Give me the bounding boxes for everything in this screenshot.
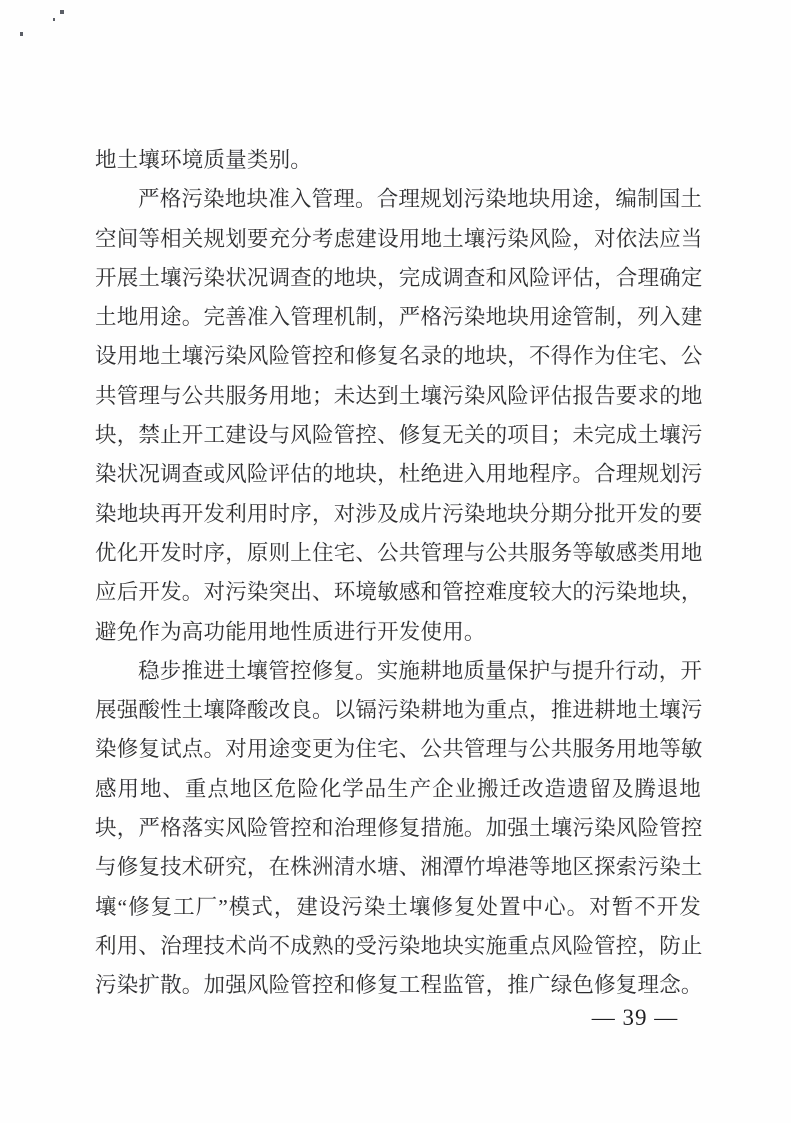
body-text-line: 利用、治理技术尚不成熟的受污染地块实施重点风险管控，防止 [95, 933, 703, 958]
body-text-line: 稳步推进土壤管控修复。实施耕地质量保护与提升行动，开 [138, 658, 703, 683]
body-text-line: 地土壤环境质量类别。 [95, 148, 313, 172]
body-text-line: 与修复技术研究，在株洲清水塘、湘潭竹埠港等地区探索污染土 [95, 855, 703, 880]
body-text-line: 避免作为高功能用地性质进行开发使用。 [95, 619, 486, 644]
body-text-line: 污染扩散。加强风险管控和修复工程监管，推广绿色修复理念。 [95, 973, 703, 998]
body-text-line: 感用地、重点地区危险化学品生产企业搬迁改造遗留及腾退地 [95, 776, 701, 801]
body-text-line: 块，严格落实风险管控和治理修复措施。加强土壤污染风险管控 [95, 816, 703, 841]
body-text-line: 展强酸性土壤降酸改良。以镉污染耕地为重点，推进耕地土壤污 [95, 698, 703, 723]
body-text-line: 开展土壤污染状况调查的地块，完成调查和风险评估，合理确定 [95, 265, 703, 290]
body-text-line: 土地用途。完善准入管理机制，严格污染地块用途管制，列入建 [95, 305, 703, 330]
scan-speck [53, 18, 55, 21]
body-text-line: 设用地土壤污染风险管控和修复名录的地块，不得作为住宅、公 [95, 344, 703, 369]
scan-speck [20, 32, 23, 36]
document-body [95, 141, 701, 1006]
body-text-line: 染地块再开发利用时序，对涉及成片污染地块分期分批开发的要 [95, 501, 703, 526]
body-text-line: 空间等相关规划要充分考虑建设用地土壤污染风险，对依法应当 [95, 226, 703, 251]
body-text-line: 严格污染地块准入管理。合理规划污染地块用途，编制国土 [138, 187, 703, 212]
body-text-line: 染修复试点。对用途变更为住宅、公共管理与公共服务用地等敏 [95, 737, 703, 762]
body-text-line: 优化开发时序，原则上住宅、公共管理与公共服务等敏感类用地 [95, 540, 703, 565]
scan-speck [60, 10, 64, 14]
body-text-line: 共管理与公共服务用地；未达到土壤污染风险评估报告要求的地 [95, 383, 703, 408]
page-number: — 39 — [591, 1005, 679, 1030]
body-text-line: 块，禁止开工建设与风险管控、修复无关的项目；未完成土壤污 [95, 423, 703, 448]
body-text-line: 壤“修复工厂”模式，建设污染土壤修复处置中心。对暂不开发 [95, 894, 701, 919]
body-text-line: 染状况调查或风险评估的地块，杜绝进入用地程序。合理规划污 [95, 462, 703, 487]
body-text-line: 应后开发。对污染突出、环境敏感和管控难度较大的污染地块， [95, 580, 703, 605]
